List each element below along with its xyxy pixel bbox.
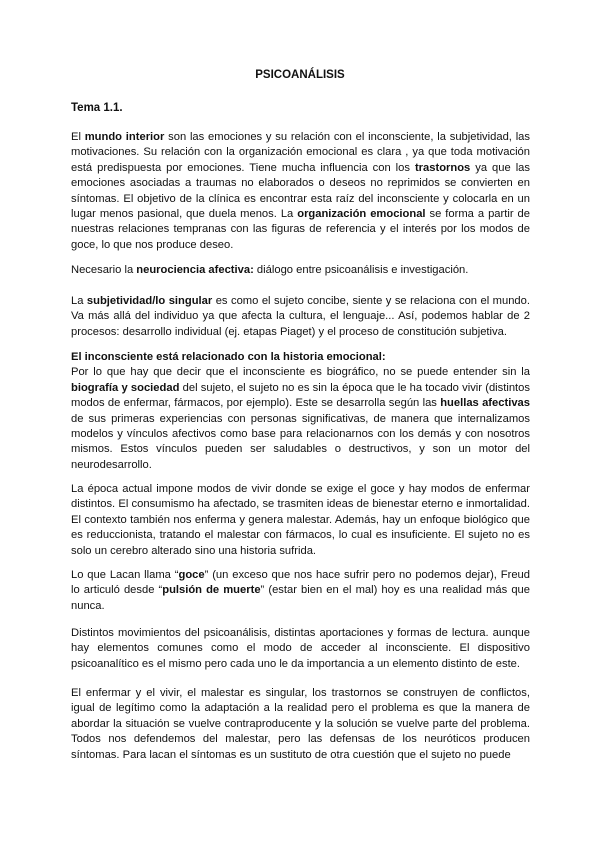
paragraph-mundo-interior: El mundo interior son las emociones y su relación con el inconsciente, la subjetividad, las motivaciones. Su relación con la organización emocional es clara , ya que toda motivación está predispuesta por emociones. Tiene mucha influencia con los trastornos ya que las emociones asociadas a traumas no elaborados o deseos no reprimidos se convierten en síntomas. El objetivo de la clínica es encontrar esta raíz del inconsciente y colocarla en un lugar menos pasional, que duela menos. La organización emocional se forma a partir de nuestras relaciones tempranas con las figuras de referencia y el interés por los modos de goce, lo que nos produce deseo. xyxy=(71,131,530,251)
paragraph-neurociencia: Necesario la neurociencia afectiva: diálogo entre psicoanálisis e investigación. xyxy=(71,264,469,276)
paragraph-movimientos: Distintos movimientos del psicoanálisis, distintas aportaciones y formas de lectura. aunque hay elementos comunes como el modo de acceder al inconsciente. El dispositivo psicoanalítico es el mismo pero cada uno le da importancia a un elemento distinto de este. xyxy=(71,627,530,670)
paragraph-enfermar: El enfermar y el vivir, el malestar es singular, los trastornos se construyen de conflictos, igual de legítimo como la adaptación a la realidad pero el problema es que la manera de abordar la situación se vuelve contraproducente y la solución se vuelve parte del problema. Todos nos defendemos del malestar, pero las defensas de los neuróticos producen síntomas. Para lacan el síntomas es un sustituto de otra cuestión que el sujeto no puede xyxy=(71,687,530,761)
paragraph-subjetividad: La subjetividad/lo singular es como el sujeto concibe, siente y se relaciona con el mundo. Va más allá del individuo ya que afecta la cultura, el lenguaje... Así, podemos hablar de 2 procesos: desarrollo individual (ej. etapas Piaget) y el proceso de constitución subjetiva. xyxy=(71,295,530,338)
topic-heading: Tema 1.1. xyxy=(71,102,123,114)
document-title: PSICOANÁLISIS xyxy=(255,69,345,81)
paragraph-epoca-actual: La época actual impone modos de vivir donde se exige el goce y hay modos de enfermar distintos. El consumismo ha afectado, se trasmiten ideas de bienestar eterno e inmortalidad. El contexto también nos enferma y genera malestar. Además, hay un enfoque biológico que es reduccionista, tratando el malestar con fármacos, lo cual es insuficiente. El sujeto no es solo un cerebro alterado sino una historia sufrida. xyxy=(71,483,530,557)
paragraph-goce: Lo que Lacan llama “goce” (un exceso que nos hace sufrir pero no podemos dejar), Freud lo articuló desde “pulsión de muerte” (estar bien en el mal) hoy es una realidad más que nunca. xyxy=(71,569,530,612)
paragraph-inconsciente: El inconsciente está relacionado con la historia emocional: Por lo que hay que decir que el inconsciente es biográfico, no se puede entender sin la biografía y sociedad del sujeto, el sujeto no es sin la época que le ha tocado vivir (distintos modos de enfermar, fármacos, por ejemplo). Este se desarrolla según las huellas afectivas de sus primeras experiencias con personas significativas, de manera que internalizamos modelos y vínculos afectivos como base para relacionarnos con los demás y con nosotros mismos. Estos vínculos pueden ser saludables o destructivos, y son un motor del neurodesarrollo. xyxy=(71,351,530,471)
